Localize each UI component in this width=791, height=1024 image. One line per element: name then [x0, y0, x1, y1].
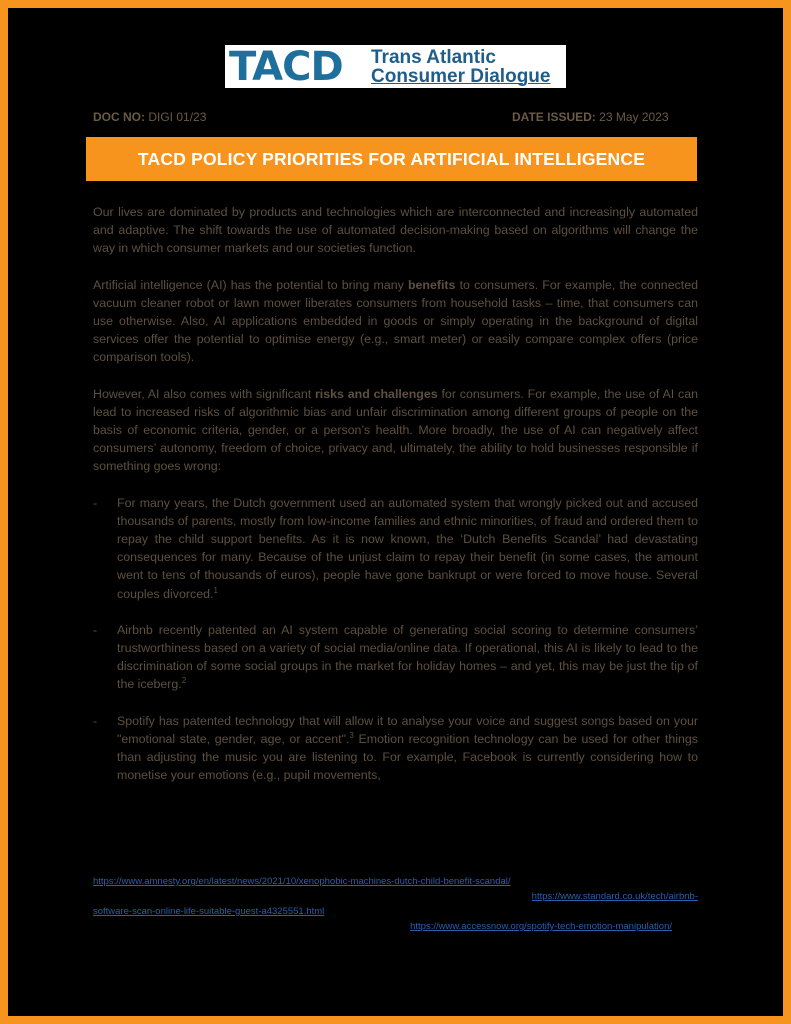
- doc-number: [93, 110, 206, 124]
- date-issued: [512, 110, 669, 124]
- date-issued-value: 23 May 2023: [599, 110, 669, 124]
- paragraph-risks: [93, 385, 698, 476]
- doc-number-value: DIGI 01/23: [148, 110, 207, 124]
- paragraph-risks-text-a: However, AI also comes with significant: [93, 386, 315, 401]
- footnote-link-3[interactable]: https://www.accessnow.org/spotify-tech-emotion-manipulation/: [410, 921, 672, 932]
- list-item: [93, 494, 698, 603]
- bullet-dutch-benefits: [117, 494, 698, 603]
- footnote-link-2-cont[interactable]: software-scan-online-life-suitable-guest-a4325551.html: [93, 906, 325, 917]
- footnote-link-2[interactable]: https://www.standard.co.uk/tech/airbnb-: [531, 891, 698, 902]
- paragraph-intro: Our lives are dominated by products and technologies which are interconnected and increasingly automated and adaptive. The shift towards the use of automated decision-making based on algorithms will change the way in which consumer markets and our societies function.: [93, 205, 698, 256]
- list-item: [93, 712, 698, 785]
- bullet-spotify-text-a: Spotify has patented technology that will allow it to analyse your voice and suggest songs based on your "emotional state, gender, age, or accent".: [117, 713, 698, 746]
- logo-mark: TACD: [225, 45, 363, 88]
- bullet-spotify: [117, 712, 698, 785]
- logo-line-2: Consumer Dialogue: [371, 65, 551, 87]
- footnote-ref-2[interactable]: 2: [181, 676, 187, 686]
- paragraph-benefits-text-a: Artificial intelligence (AI) has the potential to bring many: [93, 277, 408, 292]
- logo-line-1: Trans Atlantic: [371, 46, 496, 68]
- bullet-airbnb: [117, 621, 698, 694]
- bullet-dutch-benefits-text: For many years, the Dutch government used an automated system that wrongly picked out and accused thousands of parents, mostly from low-income families and ethnic minorities, of fraud and ordered them to repay the child support benefits. As it is now known, the ‘Dutch Benefits Scandal’ had devastating consequences for many. Because of the unjust claim to repay their benefit (in some cases, the amount went to tens of thousands of euros), people have gone bankrupt or were forced to move house. Several couples divorced.: [117, 495, 698, 601]
- bullet-dash: -: [93, 495, 98, 510]
- paragraph-benefits: [93, 276, 698, 367]
- benefits-emphasis: benefits: [407, 277, 456, 292]
- date-issued-label: DATE ISSUED:: [512, 110, 596, 124]
- bullet-spotify-text-b: Emotion recognition technology can be used for other things than adjusting the music you are listening to. For example, Facebook is currently considering how to monetise your emotions (e.g., pupil movements,: [117, 731, 698, 783]
- logo-text: [371, 48, 550, 86]
- bullet-airbnb-text: Airbnb recently patented an AI system capable of generating social scoring to determine consumers’ trustworthiness based on a variety of social media/online data. If operational, this AI is likely to lead to the discrimination of some social groups in the market for holiday homes – and yet, this may be just the tip of the iceberg.: [117, 622, 698, 692]
- footnote-ref-3[interactable]: 3: [349, 730, 354, 740]
- bullet-dash: -: [93, 713, 98, 728]
- footnotes: [93, 874, 698, 934]
- footnote-ref-1[interactable]: 1: [213, 585, 218, 595]
- document-body: [93, 203, 698, 802]
- paragraph-risks-text-b: for consumers. For example, the use of AI can lead to increased risks of algorithmic bias and unfair discrimination among different groups of people on the basis of economic criteria, gender, or a person’s health. More broadly, the use of AI can negatively affect consumers’ autonomy, freedom of choice, privacy and, ultimately, the ability to hold businesses responsible if something goes wrong:: [93, 386, 698, 474]
- risks-emphasis: risks and challenges: [314, 386, 438, 401]
- document-title: TACD POLICY PRIORITIES FOR ARTIFICIAL INTELLIGENCE: [137, 148, 646, 169]
- tacd-logo: [225, 45, 566, 88]
- list-item: [93, 621, 698, 694]
- doc-number-label: DOC NO:: [93, 110, 145, 124]
- paragraph-benefits-text-b: to consumers. For example, the connected vacuum cleaner robot or lawn mower liberates consumers from household tasks – time, that consumers can use otherwise. Also, AI applications embedded in goods or simply operating in the background of digital services offer the potential to optimise energy (e.g., smart meter) or easily compare complex offers (price comparison tools).: [93, 277, 699, 365]
- title-banner: [86, 137, 697, 181]
- footnote-link-1[interactable]: https://www.amnesty.org/en/latest/news/2021/10/xenophobic-machines-dutch-child-benefit-scandal/: [93, 876, 511, 887]
- bullet-dash: -: [93, 622, 98, 637]
